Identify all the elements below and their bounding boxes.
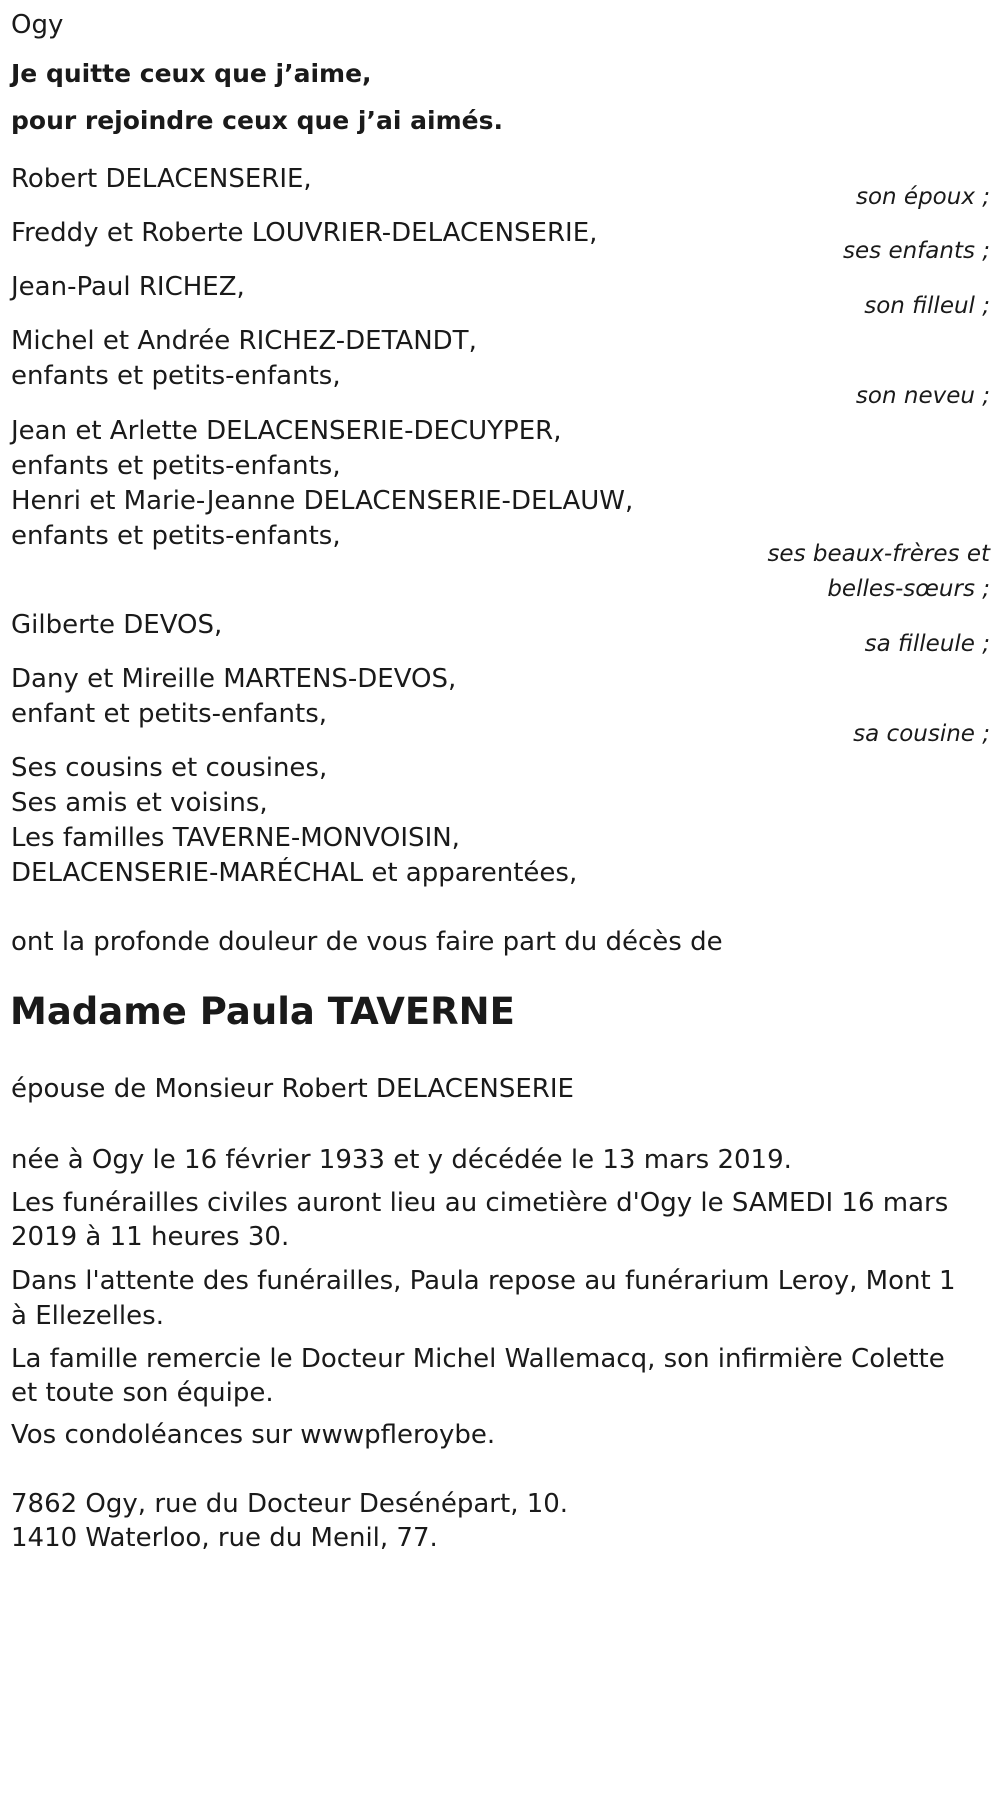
mourner-line: Les familles TAVERNE-MONVOISIN, [11, 823, 460, 853]
family-name-line: enfants et petits-enfants, [11, 451, 341, 481]
funeral-line: Les funérailles civiles auront lieu au cimetière d'Ogy le SAMEDI 16 mars [11, 1188, 949, 1218]
address-line: 7862 Ogy, rue du Docteur Desénépart, 10. [11, 1489, 569, 1519]
mourner-line: Ses cousins et cousines, [11, 753, 328, 783]
relation-label: ses beaux-frères et [767, 541, 990, 567]
address-line: 1410 Waterloo, rue du Menil, 77. [11, 1523, 438, 1553]
family-name-line: enfants et petits-enfants, [11, 521, 341, 551]
birth-death-line: née à Ogy le 16 février 1933 et y décédée le 13 mars 2019. [11, 1145, 792, 1175]
family-name-line: Dany et Mireille MARTENS-DEVOS, [11, 664, 457, 694]
deceased-name: Madame Paula TAVERNE [10, 990, 515, 1033]
quote-line-2: pour rejoindre ceux que j’ai aimés. [11, 106, 503, 135]
relation-label: sa filleule ; [864, 631, 990, 657]
relation-label: son neveu ; [855, 383, 990, 409]
family-name-line: Gilberte DEVOS, [11, 610, 223, 640]
thanks-line: et toute son équipe. [11, 1378, 274, 1408]
repose-line: Dans l'attente des funérailles, Paula repose au funérarium Leroy, Mont 1 [11, 1266, 956, 1296]
announcement-text: ont la profonde douleur de vous faire part du décès de [11, 927, 723, 957]
family-name-line: Henri et Marie-Jeanne DELACENSERIE-DELAUW, [11, 486, 634, 516]
mourner-line: Ses amis et voisins, [11, 788, 268, 818]
relation-label: ses enfants ; [843, 238, 990, 264]
place-name: Ogy [11, 10, 64, 40]
repose-line: à Ellezelles. [11, 1301, 164, 1331]
family-name-line: enfant et petits-enfants, [11, 699, 328, 729]
relation-label: son époux ; [855, 184, 990, 210]
other-mourners [11, 751, 577, 891]
family-name-line: Jean et Arlette DELACENSERIE-DECUYPER, [11, 416, 562, 446]
relation-label: belles-sœurs ; [827, 576, 990, 602]
quote-line-1: Je quitte ceux que j’aime, [11, 59, 372, 88]
relation-label: son filleul ; [864, 293, 990, 319]
family-name-line: Freddy et Roberte LOUVRIER-DELACENSERIE, [11, 218, 598, 248]
thanks-line: La famille remercie le Docteur Michel Wallemacq, son infirmière Colette [11, 1344, 945, 1374]
relation-label: sa cousine ; [853, 721, 990, 747]
family-name-line: Michel et Andrée RICHEZ-DETANDT, [11, 326, 477, 356]
mourner-line: DELACENSERIE-MARÉCHAL et apparentées, [11, 858, 578, 888]
family-name-line: Jean-Paul RICHEZ, [11, 272, 245, 302]
spouse-line: épouse de Monsieur Robert DELACENSERIE [11, 1074, 574, 1104]
condolences-line: Vos condoléances sur wwwpfleroybe. [11, 1420, 496, 1450]
family-name-line: Robert DELACENSERIE, [11, 164, 312, 194]
funeral-line: 2019 à 11 heures 30. [11, 1222, 290, 1252]
family-name-line: enfants et petits-enfants, [11, 361, 341, 391]
